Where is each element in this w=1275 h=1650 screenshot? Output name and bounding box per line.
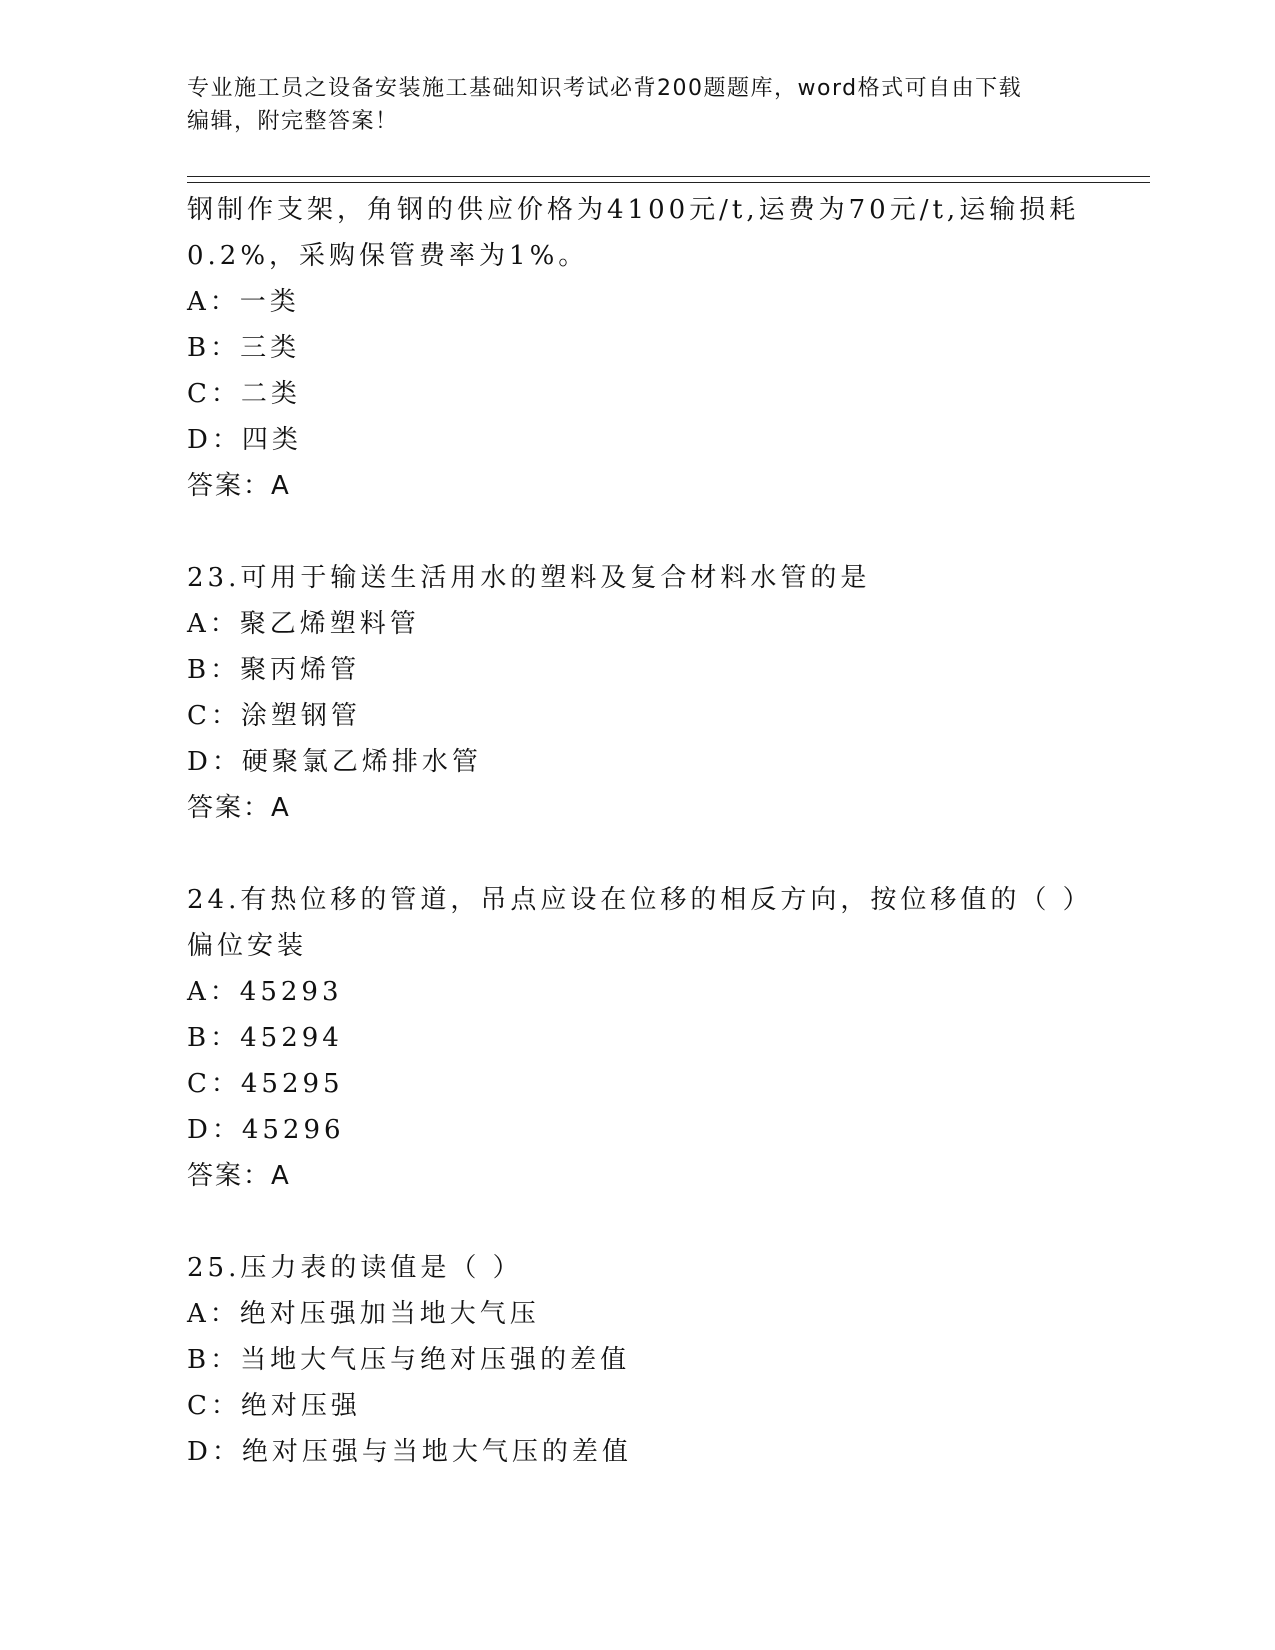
option-d: D：四类 [187, 425, 302, 455]
question-24 [187, 877, 1093, 1199]
option-c: C：绝对压强 [187, 1391, 361, 1421]
header-title-line-1: 专业施工员之设备安装施工基础知识考试必背200题题库，word格式可自由下载 [187, 76, 1023, 101]
question-22-fragment [187, 187, 1087, 509]
spacer [187, 509, 1087, 555]
question-25 [187, 1245, 1087, 1475]
option-d: D：硬聚氯乙烯排水管 [187, 747, 482, 777]
header-divider-top [187, 176, 1150, 177]
option-d: D：绝对压强与当地大气压的差值 [187, 1437, 632, 1467]
option-c: C：45295 [187, 1069, 344, 1099]
option-b: B：45294 [187, 1023, 343, 1053]
option-a: A：聚乙烯塑料管 [187, 609, 420, 639]
option-a: A：45293 [187, 977, 343, 1007]
spacer [187, 831, 1087, 877]
header-divider-bottom [187, 182, 1150, 183]
answer-line: 答案：A [187, 471, 291, 501]
question-stem-line: 24.有热位移的管道，吊点应设在位移的相反方向，按位移值的（ ） [187, 885, 1093, 915]
question-23 [187, 555, 1087, 831]
answer-line: 答案：A [187, 1161, 291, 1191]
option-c: C：涂塑钢管 [187, 701, 361, 731]
option-b: B：当地大气压与绝对压强的差值 [187, 1345, 631, 1375]
question-stem-line: 25.压力表的读值是（ ） [187, 1253, 523, 1283]
question-list [187, 187, 1093, 1475]
question-stem-line: 偏位安装 [187, 931, 308, 961]
option-a: A：绝对压强加当地大气压 [187, 1299, 540, 1329]
option-a: A：一类 [187, 287, 300, 317]
question-stem-line: 0.2%，采购保管费率为1%。 [187, 241, 589, 271]
option-d: D：45296 [187, 1115, 345, 1145]
option-b: B：聚丙烯管 [187, 655, 361, 685]
option-c: C：二类 [187, 379, 301, 409]
header-title-line-2: 编辑，附完整答案！ [187, 109, 399, 134]
question-stem-line: 钢制作支架，角钢的供应价格为4100元/t,运费为70元/t,运输损耗 [187, 195, 1080, 225]
question-stem-line: 23.可用于输送生活用水的塑料及复合材料水管的是 [187, 563, 871, 593]
option-b: B：三类 [187, 333, 301, 363]
spacer [187, 1199, 1087, 1245]
answer-line: 答案：A [187, 793, 291, 823]
document-header [187, 72, 1087, 138]
